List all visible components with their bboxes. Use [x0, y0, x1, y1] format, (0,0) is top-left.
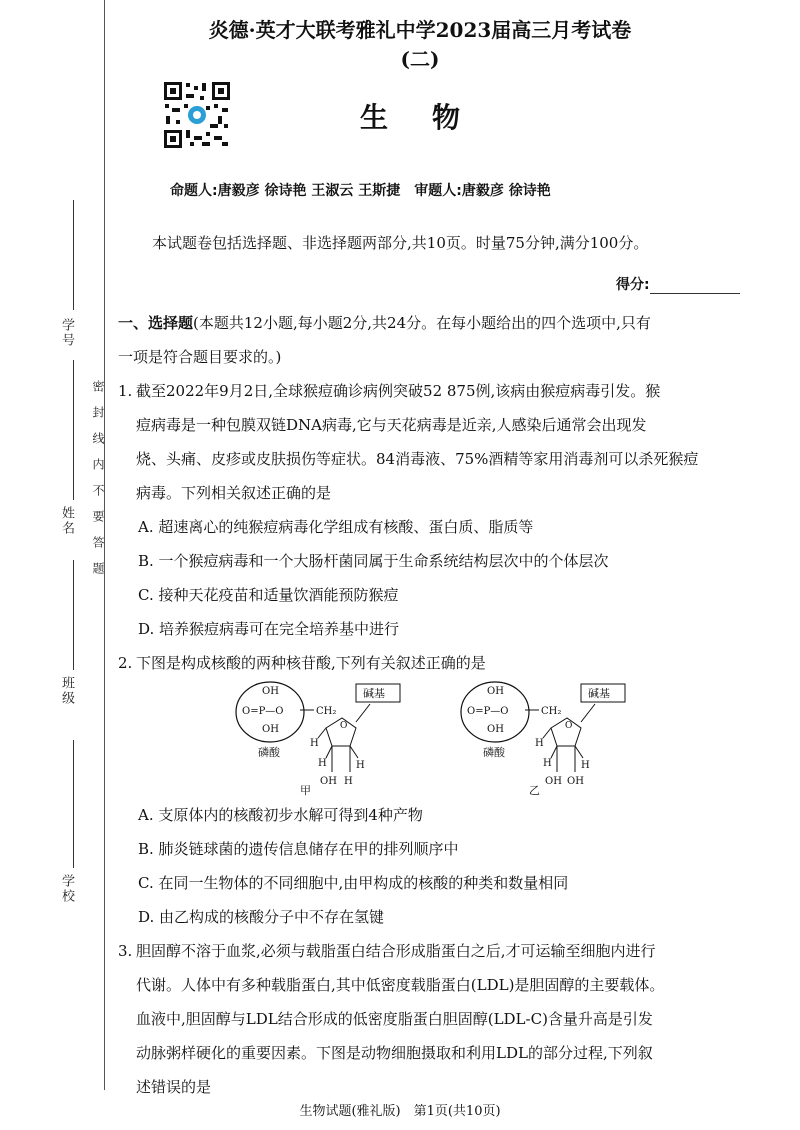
- nucleotide-yi: [461, 682, 625, 796]
- class-blank[interactable]: [73, 560, 74, 670]
- question-line: 述错误的是: [136, 1078, 212, 1096]
- option-d[interactable]: D. 培养猴痘病毒可在完全培养基中进行: [138, 620, 400, 638]
- question-3: [118, 934, 778, 1104]
- section-desc-1: (本题共12小题,每小题2分,共24分。在每小题给出的四个选项中,只有: [193, 314, 651, 332]
- question-line: 胆固醇不溶于血浆,必须与载脂蛋白结合形成脂蛋白之后,才可运输至细胞内进行: [136, 942, 656, 960]
- option-a[interactable]: A. 支原体内的核酸初步水解可得到4种产物: [138, 806, 423, 824]
- h-label: H: [535, 738, 544, 749]
- option-b[interactable]: B. 肺炎链球菌的遗传信息储存在甲的排列顺序中: [138, 840, 459, 858]
- name-blank[interactable]: [73, 360, 74, 500]
- question-content: [118, 306, 778, 1104]
- score-label: 得分:: [616, 277, 650, 293]
- question-line: 血液中,胆固醇与LDL结合形成的低密度脂蛋白胆固醇(LDL-C)含量升高是引发: [136, 1010, 653, 1028]
- section-heading: [118, 306, 778, 340]
- question-1: [118, 374, 778, 646]
- question-number: 2.: [118, 654, 133, 672]
- phosphate-group: O=P—O: [242, 706, 284, 717]
- exam-intro: 本试题卷包括选择题、非选择题两部分,共10页。时量75分钟,满分100分。: [152, 234, 649, 252]
- question-line: 下图是构成核酸的两种核苷酸,下列有关叙述正确的是: [136, 654, 486, 672]
- question-line: 病毒。下列相关叙述正确的是: [136, 484, 332, 502]
- question-number: 3.: [118, 942, 133, 960]
- question-line: 烧、头痛、皮疹或皮肤损伤等症状。84消毒液、75%酒精等家用消毒剂可以杀死猴痘: [136, 450, 699, 468]
- oh-label: OH: [262, 686, 279, 697]
- oh-label: OH: [567, 776, 584, 787]
- question-2: [118, 646, 778, 934]
- question-line: 动脉粥样硬化的重要因素。下图是动物细胞摄取和利用LDL的部分过程,下列叙: [136, 1044, 653, 1062]
- question-number: 1.: [118, 382, 133, 400]
- page-footer: 生物试题(雅礼版) 第1页(共10页): [299, 1104, 501, 1119]
- score-blank[interactable]: [650, 279, 740, 294]
- base-label: 碱基: [363, 687, 385, 700]
- name-label: 姓名: [59, 506, 74, 536]
- question-line: 代谢。人体中有多种载脂蛋白,其中低密度载脂蛋白(LDL)是胆固醇的主要载体。: [136, 976, 665, 994]
- ch2-label: CH₂: [541, 706, 562, 717]
- oh-label: OH: [262, 724, 279, 735]
- base-label: 碱基: [588, 687, 610, 700]
- h-label: H: [344, 776, 353, 787]
- option-d[interactable]: D. 由乙构成的核酸分子中不存在氢键: [138, 908, 385, 926]
- oh-label: OH: [545, 776, 562, 787]
- oh-label: OH: [487, 724, 504, 735]
- student-id-blank[interactable]: [73, 200, 74, 310]
- h-label: H: [356, 760, 365, 771]
- section-title: 一、选择题: [118, 314, 194, 332]
- option-b[interactable]: B. 一个猴痘病毒和一个大肠杆菌同属于生命系统结构层次中的个体层次: [138, 552, 609, 570]
- nucleotide-jia: [236, 682, 400, 796]
- oh-label: OH: [487, 686, 504, 697]
- h-label: H: [581, 760, 590, 771]
- figure-yi-label: 乙: [529, 784, 540, 796]
- option-c[interactable]: C. 接种天花疫苗和适量饮酒能预防猴痘: [138, 586, 399, 604]
- authors-line: 命题人:唐毅彦 徐诗艳 王淑云 王斯捷 审题人:唐毅彦 徐诗艳: [170, 183, 551, 199]
- exam-header: 炎德·英才大联考雅礼中学2023届高三月考试卷(二): [208, 18, 632, 71]
- subject-title: 生物: [360, 101, 505, 134]
- student-id-label: 学号: [59, 318, 74, 348]
- score-box: [616, 274, 740, 294]
- phosphate-label: 磷酸: [483, 746, 505, 759]
- qr-code-icon: [162, 80, 232, 150]
- phosphate-group: O=P—O: [467, 706, 509, 717]
- h-label: H: [543, 758, 552, 769]
- question-line: 截至2022年9月2日,全球猴痘确诊病例突破52 875例,该病由猴痘病毒引发。猴: [136, 382, 661, 400]
- seal-warning: 密封线内不要答题: [91, 380, 105, 588]
- class-label: 班级: [59, 676, 74, 706]
- svg-text:O: O: [340, 721, 348, 731]
- option-c[interactable]: C. 在同一生物体的不同细胞中,由甲构成的核酸的种类和数量相同: [138, 874, 569, 892]
- h-label: H: [310, 738, 319, 749]
- ch2-label: CH₂: [316, 706, 337, 717]
- figure-jia-label: 甲: [300, 784, 311, 796]
- question-line: 痘病毒是一种包膜双链DNA病毒,它与天花病毒是近亲,人感染后通常会出现发: [136, 416, 647, 434]
- school-blank[interactable]: [73, 740, 74, 868]
- oh-label: OH: [320, 776, 337, 787]
- nucleotide-figure: [118, 680, 778, 798]
- school-label: 学校: [59, 874, 74, 904]
- phosphate-label: 磷酸: [258, 746, 280, 759]
- h-label: H: [318, 758, 327, 769]
- svg-text:O: O: [565, 721, 573, 731]
- section-desc-2: 一项是符合题目要求的。): [118, 348, 282, 366]
- option-a[interactable]: A. 超速离心的纯猴痘病毒化学组成有核酸、蛋白质、脂质等: [138, 518, 534, 536]
